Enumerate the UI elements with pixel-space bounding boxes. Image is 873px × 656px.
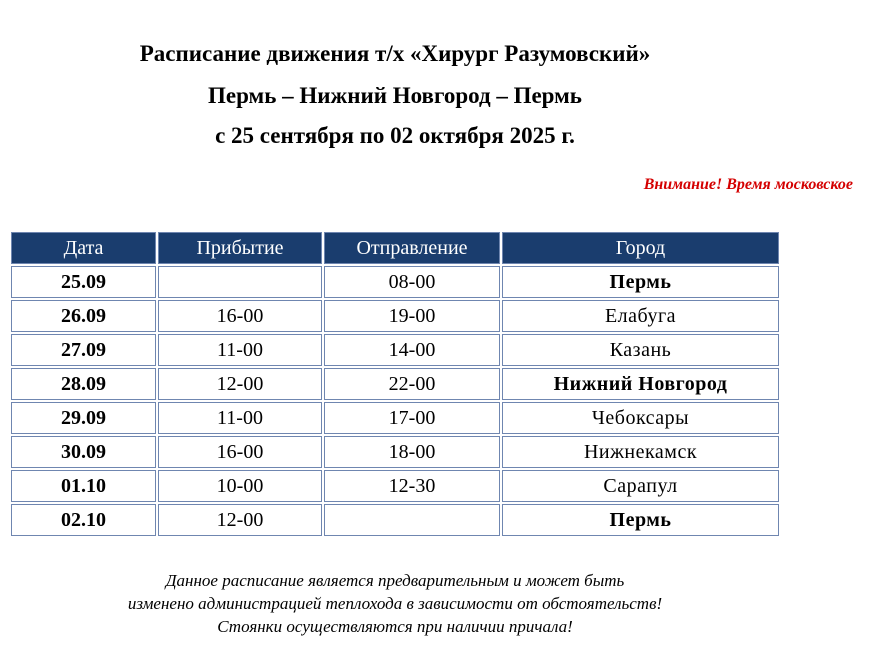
cell-date: 25.09 (11, 266, 156, 298)
cell-city: Пермь (502, 504, 779, 536)
cell-city: Казань (502, 334, 779, 366)
header-departure: Отправление (324, 232, 500, 264)
cell-date: 28.09 (11, 368, 156, 400)
header-city: Город (502, 232, 779, 264)
table-header-row (11, 232, 779, 264)
cell-city: Елабуга (502, 300, 779, 332)
table-row (11, 504, 779, 536)
cell-city: Сарапул (502, 470, 779, 502)
cell-departure: 18-00 (324, 436, 500, 468)
cell-arrival: 12-00 (158, 504, 322, 536)
cell-departure: 19-00 (324, 300, 500, 332)
table-row (11, 300, 779, 332)
cell-date: 27.09 (11, 334, 156, 366)
route-title: Пермь – Нижний Новгород – Пермь (208, 83, 582, 108)
cell-arrival: 11-00 (158, 402, 322, 434)
disclaimer-line-2: изменено администрацией теплохода в зависимости от обстоятельств! (127, 594, 663, 613)
cell-departure: 12-30 (324, 470, 500, 502)
cell-arrival: 16-00 (158, 436, 322, 468)
cell-arrival: 16-00 (158, 300, 322, 332)
cell-departure: 17-00 (324, 402, 500, 434)
table-row (11, 470, 779, 502)
date-range-title: с 25 сентября по 02 октября 2025 г. (215, 123, 575, 148)
cell-arrival (158, 266, 322, 298)
cell-departure: 14-00 (324, 334, 500, 366)
cell-date: 01.10 (11, 470, 156, 502)
schedule-table (9, 230, 781, 538)
cell-departure: 22-00 (324, 368, 500, 400)
table-row (11, 368, 779, 400)
disclaimer-line-3: Стоянки осуществляются при наличии причала! (217, 617, 573, 636)
cell-departure (324, 504, 500, 536)
disclaimer-note (0, 569, 790, 638)
cell-city: Нижнекамск (502, 436, 779, 468)
cell-city: Чебоксары (502, 402, 779, 434)
header-date: Дата (11, 232, 156, 264)
header-arrival: Прибытие (158, 232, 322, 264)
cell-city: Пермь (502, 266, 779, 298)
cell-arrival: 10-00 (158, 470, 322, 502)
time-zone-warning: Внимание! Время московское (643, 176, 853, 193)
cell-arrival: 12-00 (158, 368, 322, 400)
cell-date: 26.09 (11, 300, 156, 332)
schedule-title: Расписание движения т/х «Хирург Разумовский» (139, 41, 651, 66)
cell-date: 02.10 (11, 504, 156, 536)
table-row (11, 402, 779, 434)
table-row (11, 334, 779, 366)
cell-date: 30.09 (11, 436, 156, 468)
cell-departure: 08-00 (324, 266, 500, 298)
cell-date: 29.09 (11, 402, 156, 434)
table-row (11, 436, 779, 468)
disclaimer-line-1: Данное расписание является предварительным и может быть (165, 571, 625, 590)
table-row (11, 266, 779, 298)
cell-city: Нижний Новгород (502, 368, 779, 400)
cell-arrival: 11-00 (158, 334, 322, 366)
